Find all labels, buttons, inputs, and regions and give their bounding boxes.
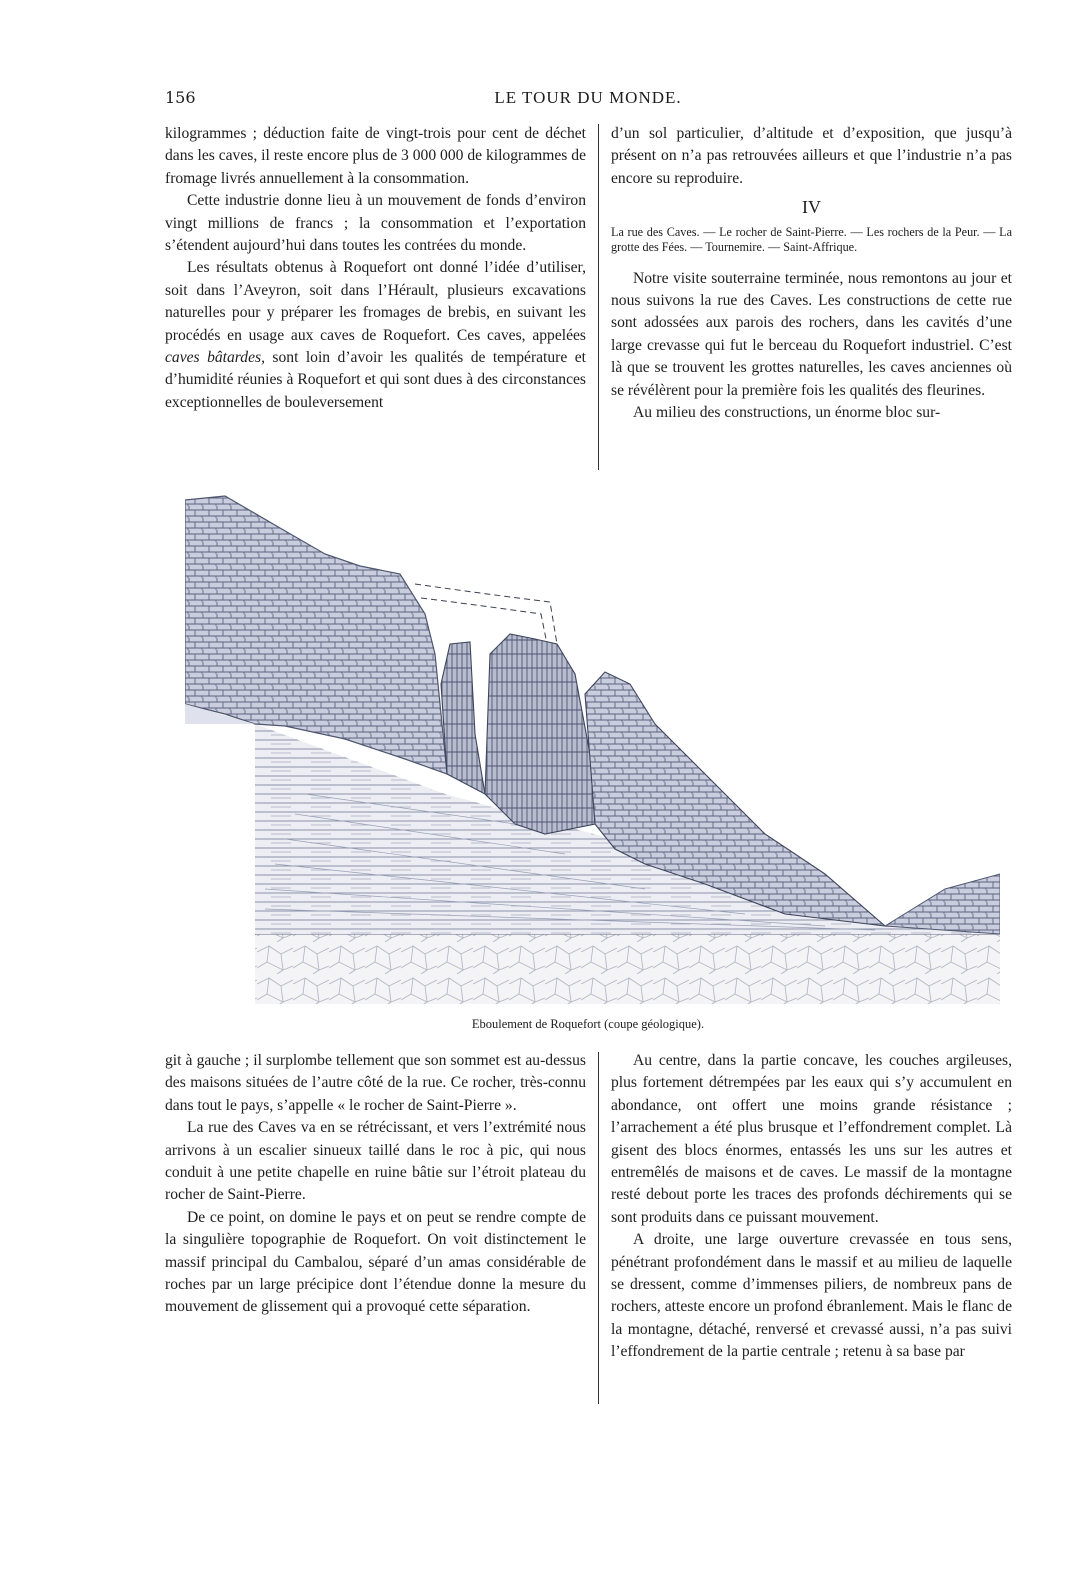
lower-right-column [611, 1050, 1012, 1364]
page-header [165, 88, 1011, 114]
page-number: 156 [165, 88, 196, 107]
rock-pillar [441, 642, 485, 794]
paragraph: kilogrammes ; déduction faite de vingt-trois pour cent de déchet dans les caves, il reste encore plus de 3 000 000 de kilogrammes de fromage livrés annuellement à la consommation. [165, 125, 586, 187]
paragraph: A droite, une large ouverture crevassée en tous sens, pénétrant profondément dans le massif et au milieu de laquelle se dressent, comme d’immenses piliers, de nombreux pans de rochers, atteste encore un profond ébranlement. Mais le flanc de la montagne, détaché, renversé et crevassé aussi, n’a pas suivi l’effondrement de la partie centrale ; retenu à sa base par [611, 1231, 1012, 1361]
paragraph: Au centre, dans la partie concave, les couches argileuses, plus fortement détrempées par les eaux qui s’y accumulent en abondance, ont offert une moins grande résistance ; l’arrachement a été plus brusque et l’effondrement complet. Là gisent des blocs énormes, entassés les uns sur les autres et entremêlés de maisons et de caves. Le massif de la montagne resté debout porte les traces des profonds déchirements qui se sont produits dans ce puissant mouvement. [611, 1052, 1012, 1226]
paragraph: La rue des Caves va en se rétrécissant, et vers l’extrémité nous arrivons à un escalier sinueux taillé dans le roc à pic, qui nous conduit à une petite chapelle en ruine bâtie sur l’étroit plateau du rocher de Saint-Pierre. [165, 1119, 586, 1204]
paragraph: git à gauche ; il surplombe tellement que son sommet est au-dessus des maisons situées de l’autre côté de la rue. Ce rocher, très-connu dans tout le pays, s’appelle « le rocher de Saint-Pierre ». [165, 1052, 586, 1114]
figure-caption: Eboulement de Roquefort (coupe géologique). [471, 1017, 705, 1031]
right-slope [885, 874, 1000, 934]
bedrock-layer [255, 934, 1000, 1004]
paragraph: d’un sol particulier, d’altitude et d’exposition, que jusqu’à présent on n’a pas retrouvées ailleurs et que l’industrie n’a pas encore su reproduire. [611, 125, 1012, 187]
paragraph: Notre visite souterraine terminée, nous remontons au jour et nous suivons la rue des Caves. Les constructions de cette rue sont adossées aux parois des rochers, dans les cavités d’une large crevasse qui fut le berceau du Roquefort industriel. C’est là que se trouvent les grottes naturelles, les caves anciennes où se révélèrent pour la première fois les qualités des fleurines. [611, 269, 1012, 399]
lower-left-column [165, 1050, 586, 1319]
column-rule [598, 124, 599, 470]
upper-left-column [165, 123, 586, 414]
column-rule [598, 1052, 599, 1404]
section-numeral: IV [802, 197, 821, 218]
paragraph: De ce point, on domine le pays et on peut se rendre compte de la singulière topographie de Roquefort. On voit distinctement le massif principal du Cambalou, séparé d’un amas considérable de roches par un large précipice dont l’étendue donne la mesure du mouvement de glissement qui a provoqué cette séparation. [165, 1208, 586, 1316]
running-title: LE TOUR DU MONDE. [494, 88, 682, 107]
paragraph-text: sont loin d’avoir les qualités de température et d’humidité réunies à Roquefort et qui sont dues à des circonstances exceptionnelles de bouleversement [165, 349, 586, 411]
upper-right-column [611, 123, 1012, 424]
paragraph: Au milieu des constructions, un énorme bloc sur- [633, 404, 941, 422]
section-summary: La rue des Caves. — Le rocher de Saint-Pierre. — Les rochers de la Peur. — La grotte des Fées. — Tournemire. — Saint-Affrique. [611, 224, 1012, 255]
italic-term: caves bâtardes, [165, 349, 265, 367]
rock-pillar [485, 634, 595, 834]
geological-section-illustration [185, 494, 1000, 1004]
cliff-massif [185, 496, 447, 774]
paragraph-text: Les résultats obtenus à Roquefort ont donné l’idée d’utiliser, soit dans l’Aveyron, soit dans l’Hérault, plusieurs excavations naturelles pour y préparer les fromages de brebis, en suivant les procédés en usage aux caves de Roquefort. Ces caves, appelées [165, 259, 586, 344]
paragraph: Cette industrie donne lieu à un mouvement de fonds d’environ vingt millions de francs ; la consommation et l’exportation s’étendent aujourd’hui dans toutes les contrées du monde. [165, 192, 586, 255]
paragraph [165, 257, 586, 414]
